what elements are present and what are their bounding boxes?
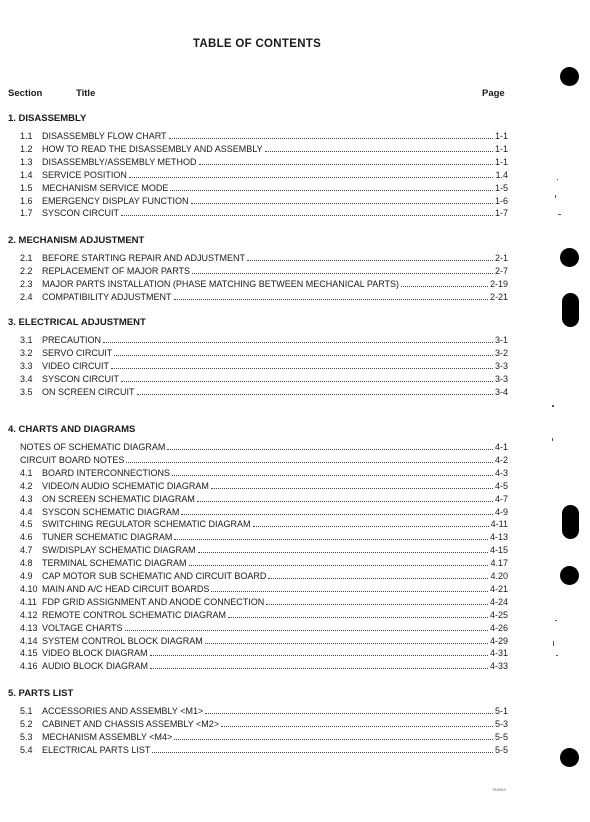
entry-number: 2.3 [20, 278, 33, 289]
toc-entry[interactable] [20, 516, 508, 529]
entry-title: AUDIO BLOCK DIAGRAM [42, 661, 149, 672]
entry-page: 3-3 [494, 373, 508, 384]
toc-entry[interactable] [20, 529, 508, 542]
entry-number: 3.4 [20, 373, 33, 384]
entry-number: 4.4 [20, 506, 33, 517]
entry-number: 4.10 [20, 583, 38, 594]
entry-page: 4-24 [489, 596, 508, 607]
dot-leader [265, 150, 493, 152]
dot-leader [181, 513, 493, 515]
entry-page: 4-2 [494, 454, 508, 465]
entry-page: 4.20 [490, 571, 508, 581]
punch-hole-mark [560, 566, 579, 585]
entry-page: 4-7 [494, 493, 508, 504]
entry-number: 1.1 [20, 131, 33, 141]
toc-entry[interactable] [20, 154, 508, 167]
scan-speck [558, 214, 561, 215]
toc-entry[interactable] [20, 345, 508, 358]
entry-title: CABINET AND CHASSIS ASSEMBLY <M2> [42, 718, 220, 729]
entry-title: MECHANISM ASSEMBLY <M4> [42, 731, 173, 742]
entry-number: 4.14 [20, 635, 38, 646]
entry-number: 4.9 [20, 571, 33, 581]
scan-speck [555, 195, 556, 198]
toc-entry[interactable] [20, 581, 508, 594]
toc-entry[interactable] [20, 276, 508, 289]
toc-entry[interactable] [20, 729, 508, 742]
dot-leader [191, 202, 493, 204]
toc-entry[interactable] [20, 658, 508, 671]
entry-number: 2.2 [20, 265, 33, 276]
entry-title: MAJOR PARTS INSTALLATION (PHASE MATCHING BETWEEN MECHANICAL PARTS) [42, 278, 400, 289]
dot-leader [114, 354, 493, 356]
entry-page: 1-5 [494, 182, 508, 193]
entry-number: 4.3 [20, 493, 33, 504]
entry-number: 4.16 [20, 661, 38, 672]
entry-number: 4.13 [20, 622, 38, 633]
entry-title: SYSCON CIRCUIT [42, 208, 120, 219]
entry-title: ON SCREEN CIRCUIT [42, 386, 135, 397]
toc-entry[interactable] [20, 439, 508, 452]
entry-page: 3-2 [494, 347, 508, 358]
entry-page: 2-7 [494, 265, 508, 276]
scan-speck [553, 641, 554, 646]
entry-title: REMOTE CONTROL SCHEMATIC DIAGRAM [42, 609, 227, 620]
entry-title: VIDEO CIRCUIT [42, 360, 110, 371]
entry-number: 1.5 [20, 182, 33, 193]
entry-number: 4.6 [20, 532, 33, 543]
footer-code: TA0083 [492, 787, 506, 792]
entry-number: 4.2 [20, 480, 33, 491]
entry-title: ELECTRICAL PARTS LIST [42, 744, 151, 755]
column-header-section: Section [8, 88, 43, 99]
entry-page: 4-26 [489, 622, 508, 633]
entry-page: 5-5 [494, 744, 508, 755]
column-header-page: Page [482, 88, 505, 99]
entry-title: EMERGENCY DISPLAY FUNCTION [42, 195, 189, 206]
entry-page: 4-5 [494, 480, 508, 491]
dot-leader [268, 577, 488, 579]
punch-hole-mark [560, 67, 579, 86]
entry-page: 1.4 [495, 169, 508, 180]
dot-leader [174, 298, 488, 300]
toc-entry[interactable] [20, 607, 508, 620]
toc-entry[interactable] [20, 250, 508, 263]
entry-page: 5-5 [494, 731, 508, 742]
scan-speck [555, 620, 557, 621]
dot-leader [228, 616, 488, 618]
dot-leader [211, 590, 488, 592]
entry-title: SYSTEM CONTROL BLOCK DIAGRAM [42, 635, 203, 646]
entry-title: SERVICE POSITION [42, 169, 127, 180]
section-heading: 4. CHARTS AND DIAGRAMS [8, 424, 136, 435]
entry-number: 1.3 [20, 156, 33, 167]
dot-leader [221, 725, 493, 727]
dot-leader [205, 642, 488, 644]
entry-number: 4.11 [20, 596, 37, 607]
entry-page: 1-7 [494, 208, 508, 219]
entry-number: 5.2 [20, 718, 33, 729]
entry-number: 4.12 [20, 609, 38, 620]
entry-page: 2-21 [489, 291, 508, 302]
toc-entry[interactable] [20, 742, 508, 755]
entry-page: 1-1 [494, 131, 508, 141]
toc-entry[interactable] [20, 193, 508, 206]
dot-leader [103, 341, 493, 343]
entry-page: 1-1 [494, 143, 508, 154]
entry-title: TUNER SCHEMATIC DIAGRAM [42, 532, 173, 543]
toc-entry[interactable] [20, 716, 508, 729]
dot-leader [211, 487, 493, 489]
entry-title: SW/DISPLAY SCHEMATIC DIAGRAM [42, 545, 196, 556]
toc-entry[interactable] [20, 542, 508, 555]
toc-entry[interactable] [20, 205, 508, 218]
entry-number: 3.1 [20, 335, 33, 345]
entry-title: DISASSEMBLY FLOW CHART [42, 131, 167, 141]
toc-entry[interactable] [20, 555, 508, 568]
entry-number: 4.8 [20, 558, 33, 569]
entry-page: 4-11 [490, 519, 508, 530]
entry-page: 4-1 [494, 442, 508, 452]
entry-page: 4-15 [489, 545, 508, 556]
toc-entry[interactable] [20, 504, 508, 517]
entry-title: ON SCREEN SCHEMATIC DIAGRAM [42, 493, 195, 504]
entry-title: VIDEO/N AUDIO SCHEMATIC DIAGRAM [42, 480, 209, 491]
entry-number: 3.5 [20, 386, 33, 397]
dot-leader [129, 176, 494, 178]
entry-title: NOTES OF SCHEMATIC DIAGRAM [20, 442, 166, 452]
toc-entry[interactable] [20, 452, 508, 465]
toc-entry[interactable] [20, 180, 508, 193]
entry-title: VOLTAGE CHARTS [42, 622, 123, 633]
toc-entry[interactable] [20, 371, 508, 384]
dot-leader [152, 751, 493, 753]
toc-entry[interactable] [20, 141, 508, 154]
entry-number: 2.4 [20, 291, 33, 302]
entry-page: 4-31 [489, 648, 508, 659]
entry-number: 4.7 [20, 545, 33, 556]
section-heading: 5. PARTS LIST [8, 688, 74, 699]
scan-speck [556, 655, 558, 656]
entry-page: 4-29 [489, 635, 508, 646]
entry-title: PRECAUTION [42, 335, 102, 345]
dot-leader [247, 259, 493, 261]
entry-page: 2-1 [494, 253, 508, 263]
entry-number: 4.5 [20, 519, 33, 530]
punch-slot-mark [562, 293, 579, 327]
scan-speck [557, 179, 558, 180]
punch-hole-mark [560, 748, 579, 767]
entry-number: 3.3 [20, 360, 33, 371]
entry-title: SERVO CIRCUIT [42, 347, 113, 358]
entry-number: 1.4 [20, 169, 33, 180]
section-heading: 2. MECHANISM ADJUSTMENT [8, 235, 145, 246]
dot-leader [174, 538, 488, 540]
entry-number: 5.3 [20, 731, 33, 742]
entry-title: ACCESSORIES AND ASSEMBLY <M1> [42, 706, 204, 716]
entry-number: 2.1 [20, 253, 33, 263]
dot-leader [189, 564, 489, 566]
dot-leader [198, 551, 488, 553]
scan-speck [552, 438, 553, 441]
entry-title: DISASSEMBLY/ASSEMBLY METHOD [42, 156, 197, 167]
entry-number: 1.6 [20, 195, 33, 206]
entry-number: 4.15 [20, 648, 38, 659]
toc-entry[interactable] [20, 384, 508, 397]
entry-page: 4.17 [490, 558, 508, 569]
entry-number: 5.4 [20, 744, 33, 755]
dot-leader [121, 380, 493, 382]
dot-leader [150, 667, 488, 669]
dot-leader [197, 500, 493, 502]
dot-leader [167, 448, 493, 450]
dot-leader [401, 285, 488, 287]
section-heading: 1. DISASSEMBLY [8, 113, 87, 124]
column-header-title: Title [76, 88, 96, 99]
entry-title: SYSCON SCHEMATIC DIAGRAM [42, 506, 180, 517]
entry-page: 4-3 [494, 467, 508, 478]
entry-title: SWITCHING REGULATOR SCHEMATIC DIAGRAM [42, 519, 251, 530]
toc-entry[interactable] [20, 633, 508, 646]
toc-entry[interactable] [20, 568, 508, 581]
toc-entry[interactable] [20, 478, 508, 491]
section-heading: 3. ELECTRICAL ADJUSTMENT [8, 317, 146, 328]
entry-number: 5.1 [20, 706, 33, 716]
dot-leader [150, 654, 488, 656]
entry-title: REPLACEMENT OF MAJOR PARTS [42, 265, 191, 276]
entry-page: 2-19 [489, 278, 508, 289]
entry-number: 1.7 [20, 208, 33, 219]
entry-page: 3-4 [494, 386, 508, 397]
toc-entry[interactable] [20, 263, 508, 276]
entry-page: 1-6 [494, 195, 508, 206]
dot-leader [266, 603, 488, 605]
entry-title: CAP MOTOR SUB SCHEMATIC AND CIRCUIT BOARD [42, 571, 267, 581]
entry-title: CIRCUIT BOARD NOTES [20, 454, 125, 465]
entry-title: MECHANISM SERVICE MODE [42, 182, 169, 193]
dot-leader [199, 163, 493, 165]
entry-page: 4-9 [494, 506, 508, 517]
toc-entry[interactable] [20, 358, 508, 371]
entry-number: 3.2 [20, 347, 33, 358]
toc-entry[interactable] [20, 594, 508, 607]
dot-leader [111, 367, 493, 369]
punch-hole-mark [560, 248, 579, 267]
entry-number: 1.2 [20, 143, 33, 154]
entry-title: MAIN AND A/C HEAD CIRCUIT BOARDS [42, 583, 210, 594]
entry-title: FDP GRID ASSIGNMENT AND ANODE CONNECTION [42, 596, 265, 607]
entry-title: SYSCON CIRCUIT [42, 373, 120, 384]
toc-entry[interactable] [20, 645, 508, 658]
dot-leader [170, 189, 493, 191]
toc-entry[interactable] [20, 128, 508, 141]
dot-leader [172, 474, 493, 476]
entry-title: COMPATIBILITY ADJUSTMENT [42, 291, 172, 302]
entry-page: 1-1 [494, 156, 508, 167]
entry-page: 4-33 [489, 661, 508, 672]
page-title: TABLE OF CONTENTS [192, 38, 322, 50]
toc-entry[interactable] [20, 167, 508, 180]
dot-leader [253, 525, 489, 527]
entry-page: 3-3 [494, 360, 508, 371]
dot-leader [174, 738, 493, 740]
dot-leader [169, 137, 493, 139]
entry-page: 5-3 [494, 718, 508, 729]
dot-leader [192, 272, 493, 274]
entry-page: 4-21 [489, 583, 508, 594]
entry-number: 4.1 [20, 467, 33, 478]
entry-title: VIDEO BLOCK DIAGRAM [42, 648, 148, 659]
toc-entry[interactable] [20, 465, 508, 478]
entry-title: TERMINAL SCHEMATIC DIAGRAM [42, 558, 187, 569]
entry-title: BEFORE STARTING REPAIR AND ADJUSTMENT [42, 253, 246, 263]
toc-entry[interactable] [20, 620, 508, 633]
toc-entry[interactable] [20, 289, 508, 302]
entry-page: 4-25 [489, 609, 508, 620]
dot-leader [121, 214, 493, 216]
toc-entry[interactable] [20, 703, 508, 716]
entry-title: HOW TO READ THE DISASSEMBLY AND ASSEMBLY [42, 143, 263, 154]
punch-slot-mark [562, 505, 579, 539]
dot-leader [125, 629, 488, 631]
dot-leader [126, 461, 493, 463]
toc-entry[interactable] [20, 491, 508, 504]
entry-page: 5-1 [494, 706, 508, 716]
entry-page: 3-1 [494, 335, 508, 345]
entry-page: 4-13 [489, 532, 508, 543]
dot-leader [137, 393, 493, 395]
scan-speck [552, 405, 554, 407]
toc-entry[interactable] [20, 332, 508, 345]
dot-leader [205, 712, 493, 714]
entry-title: BOARD INTERCONNECTIONS [42, 467, 171, 478]
